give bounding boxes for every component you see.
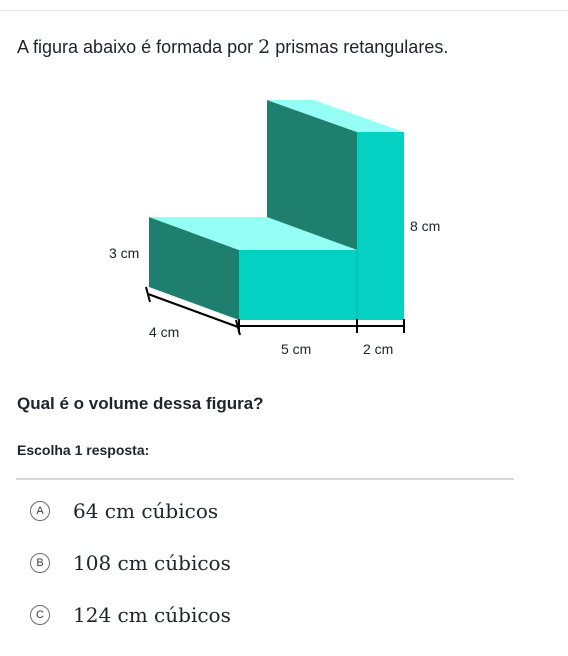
choice-c-text[interactable]: 124 cm cúbicos [73,603,231,627]
question-number: 2 [258,36,271,58]
tall-prism-front-face [357,132,404,320]
label-height-right: 8 cm [410,218,441,234]
choice-b-text[interactable]: 108 cm cúbicos [73,551,231,575]
label-depth: 4 cm [149,324,180,340]
choice-b-letter-circle[interactable]: B [30,553,50,573]
label-width-left: 5 cm [281,341,312,357]
short-prism-front-face [239,250,357,320]
question-text-after: prismas retangulares. [270,37,449,57]
question-text-before: A figura abaixo é formada por [17,37,259,57]
label-width-right: 2 cm [363,341,394,357]
choice-c[interactable] [30,589,530,641]
choice-a[interactable] [30,485,530,537]
top-divider [0,10,568,11]
choice-a-text[interactable]: 64 cm cúbicos [73,499,219,523]
answer-choices [30,485,530,641]
choice-a-letter-circle[interactable]: A [30,501,50,521]
choices-divider [16,478,514,480]
volume-question: Qual é o volume dessa figura? [17,394,264,413]
choice-c-letter-circle[interactable]: C [30,605,50,625]
label-height-left: 3 cm [109,245,140,261]
answer-instruction: Escolha 1 resposta: [17,442,150,458]
choice-b[interactable] [30,537,530,589]
question-text [17,34,448,60]
prism-figure [0,88,568,378]
